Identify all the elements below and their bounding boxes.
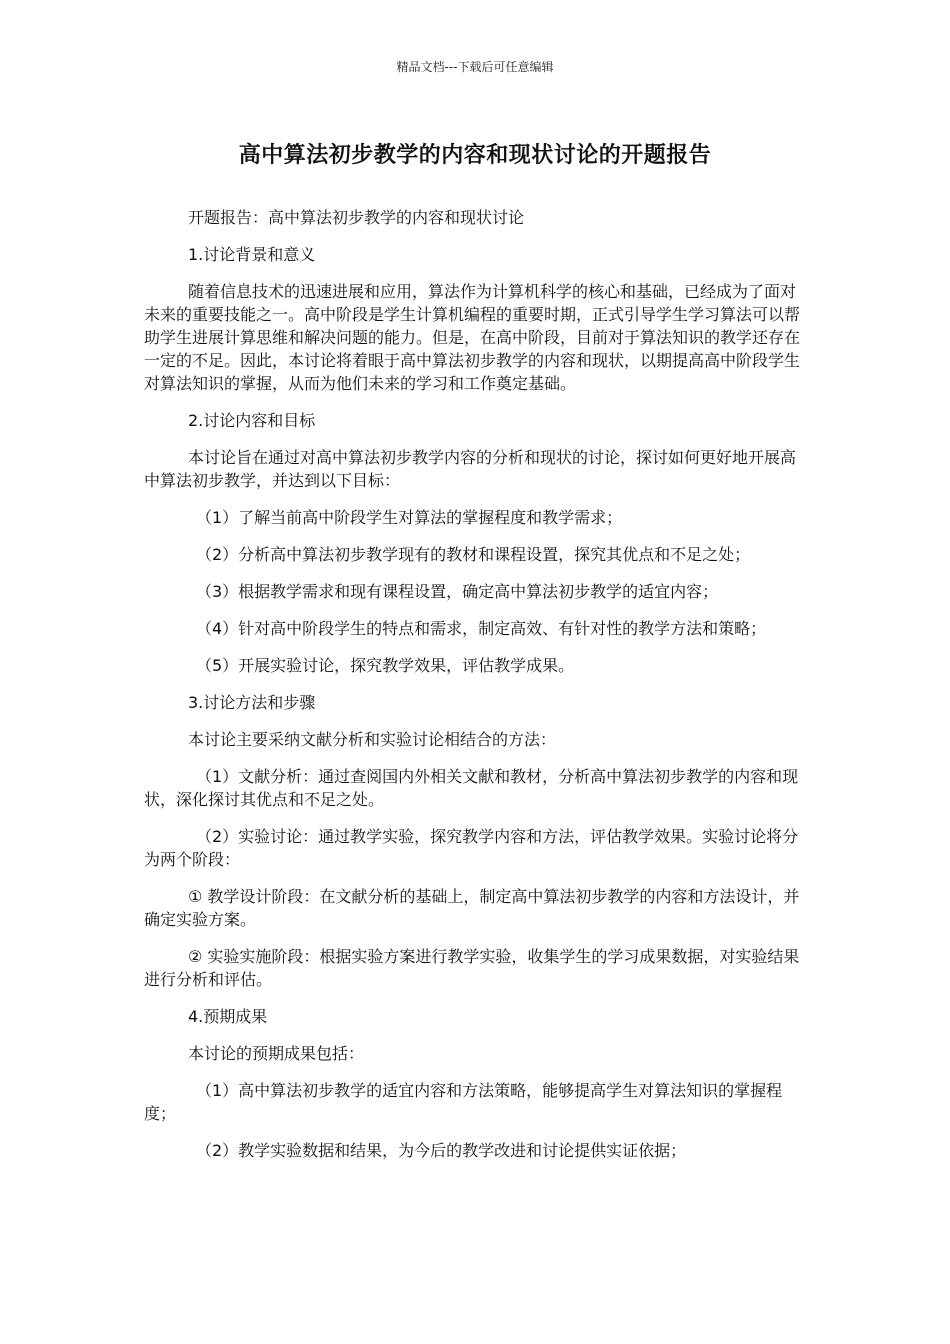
list-item: （3）根据教学需求和现有课程设置，确定高中算法初步教学的适宜内容； xyxy=(196,582,719,601)
list-item: （5）开展实验讨论，探究教学效果，评估教学成果。 xyxy=(196,656,575,675)
list-item: ② 实验实施阶段：根据实验方案进行教学实验，收集学生的学习成果数据，对实验结果进行分析和评估。 xyxy=(144,947,800,989)
list-item: （2）分析高中算法初步教学现有的教材和课程设置，探究其优点和不足之处； xyxy=(196,545,751,564)
section-heading: 3.讨论方法和步骤 xyxy=(188,693,316,712)
list-item: ① 教学设计阶段：在文献分析的基础上，制定高中算法初步教学的内容和方法设计，并确定实验方案。 xyxy=(144,887,800,929)
body-paragraph: 本讨论主要采纳文献分析和实验讨论相结合的方法： xyxy=(188,730,557,749)
section-heading: 1.讨论背景和意义 xyxy=(188,245,316,264)
report-subtitle: 开题报告：高中算法初步教学的内容和现状讨论 xyxy=(188,208,525,227)
list-item: （1）了解当前高中阶段学生对算法的掌握程度和教学需求； xyxy=(196,508,623,527)
list-item: （2）实验讨论：通过教学实验，探究教学内容和方法，评估教学效果。实验讨论将分为两个阶段： xyxy=(144,827,799,869)
body-paragraph: 本讨论旨在通过对高中算法初步教学内容的分析和现状的讨论，探讨如何更好地开展高中算法初步教学，并达到以下目标： xyxy=(144,448,797,490)
document-title: 高中算法初步教学的内容和现状讨论的开题报告 xyxy=(238,143,712,168)
document-body xyxy=(144,206,808,1176)
header-note: 精品文档---下载后可任意编辑 xyxy=(396,60,554,74)
section-heading: 2.讨论内容和目标 xyxy=(188,411,316,430)
list-item: （1）文献分析：通过查阅国内外相关文献和教材，分析高中算法初步教学的内容和现状，深化探讨其优点和不足之处。 xyxy=(144,767,799,809)
section-heading: 4.预期成果 xyxy=(188,1007,268,1026)
body-paragraph: 本讨论的预期成果包括： xyxy=(188,1044,365,1063)
body-paragraph: 随着信息技术的迅速进展和应用，算法作为计算机科学的核心和基础，已经成为了面对未来的重要技能之一。高中阶段是学生计算机编程的重要时期，正式引导学生学习算法可以帮助学生进展计算思维和解决问题的能力。但是，在高中阶段，目前对于算法知识的教学还存在一定的不足。因此，本讨论将着眼于高中算法初步教学的内容和现状，以期提高高中阶段学生对算法知识的掌握，从而为他们未来的学习和工作奠定基础。 xyxy=(144,282,801,393)
list-item: （1）高中算法初步教学的适宜内容和方法策略，能够提高学生对算法知识的掌握程度； xyxy=(144,1081,783,1123)
list-item: （4）针对高中阶段学生的特点和需求，制定高效、有针对性的教学方法和策略； xyxy=(196,619,767,638)
list-item: （2）教学实验数据和结果，为今后的教学改进和讨论提供实证依据； xyxy=(196,1141,687,1160)
